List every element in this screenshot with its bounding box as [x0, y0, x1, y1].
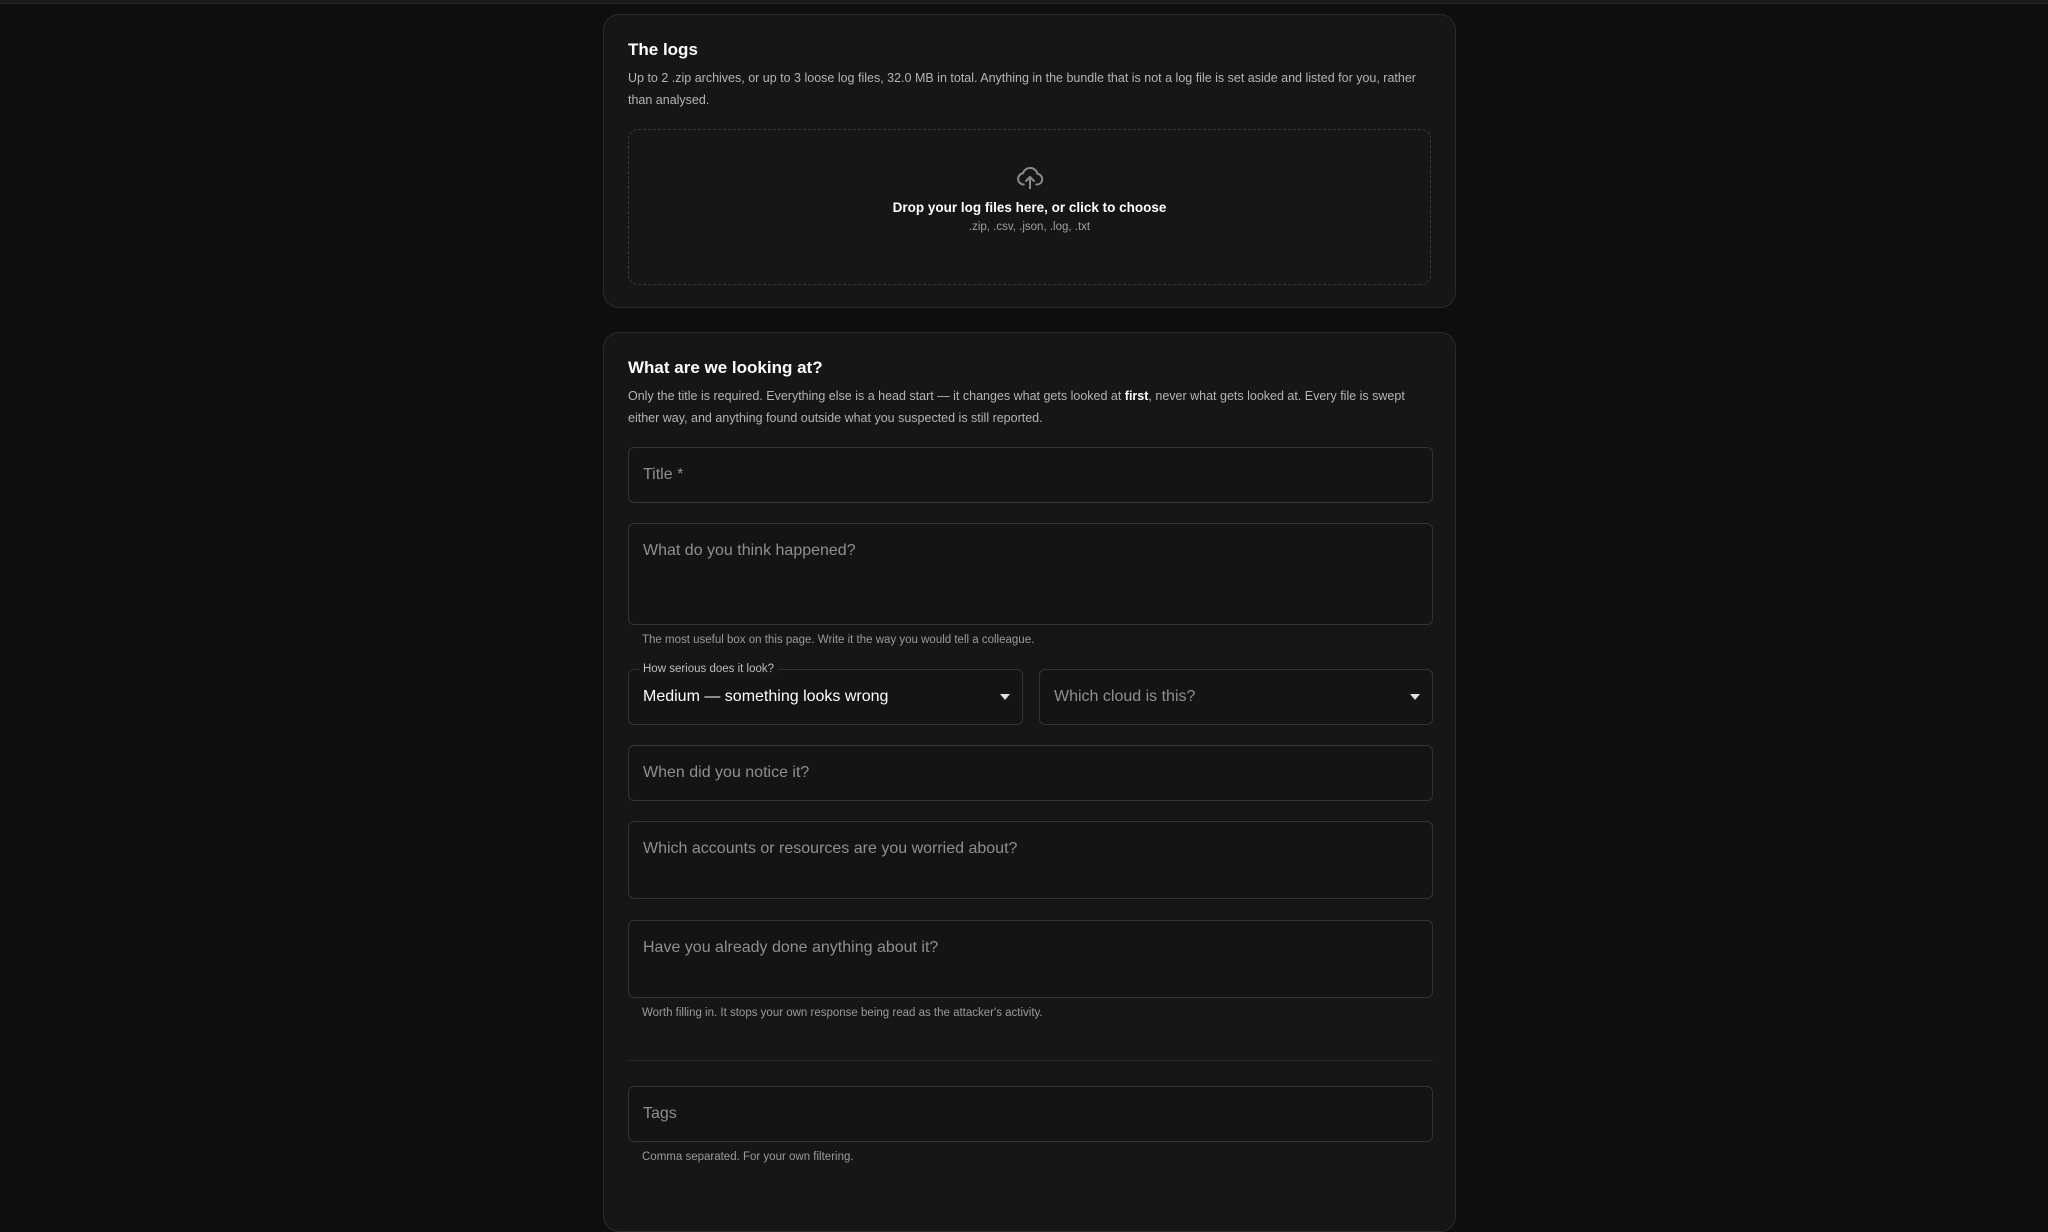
dropzone-title: Drop your log files here, or click to choose [892, 200, 1167, 215]
noticed-when-placeholder: When did you notice it? [643, 764, 810, 781]
logs-description: Up to 2 .zip archives, or up to 3 loose log files, 32.0 MB in total. Anything in the bundle that is not a log file is set aside and listed for you, rather than analysed. [628, 71, 1416, 107]
dropzone-file-types: .zip, .csv, .json, .log, .txt [968, 221, 1091, 233]
logs-heading: The logs [628, 40, 698, 59]
already-done-placeholder: Have you already done anything about it? [643, 939, 939, 956]
severity-label: How serious does it look? [639, 662, 778, 676]
chevron-down-icon [1000, 694, 1010, 700]
already-done-helper: Worth filling in. It stops your own response being read as the attacker's activity. [642, 1007, 1043, 1019]
cloud-placeholder: Which cloud is this? [1054, 688, 1196, 705]
what-happened-helper: The most useful box on this page. Write it the way you would tell a colleague. [642, 634, 1035, 646]
title-input[interactable] [628, 447, 1433, 503]
tags-input[interactable] [628, 1086, 1433, 1142]
logs-card [603, 14, 1456, 308]
already-done-textarea[interactable] [628, 920, 1433, 998]
tags-placeholder: Tags [643, 1105, 677, 1122]
details-description-before: Only the title is required. Everything else is a head start — it changes what gets looked at [628, 389, 1125, 403]
top-bar [0, 0, 2048, 4]
noticed-when-input[interactable] [628, 745, 1433, 801]
details-description-after: , never what gets looked at. Every file is swept either way, and anything found outside what you suspected is still reported. [628, 389, 1405, 425]
what-happened-placeholder: What do you think happened? [643, 542, 856, 559]
accounts-placeholder: Which accounts or resources are you worried about? [643, 840, 1018, 857]
details-description-bold: first [1124, 389, 1149, 403]
main-column [603, 14, 1456, 1232]
tags-helper: Comma separated. For your own filtering. [642, 1151, 854, 1163]
severity-value: Medium — something looks wrong [643, 688, 889, 705]
section-divider [628, 1060, 1433, 1061]
severity-select[interactable] [628, 663, 1023, 725]
title-placeholder: Title * [643, 466, 684, 483]
log-file-dropzone[interactable] [628, 129, 1431, 285]
details-description [628, 385, 1431, 429]
cloud-select[interactable] [1039, 669, 1433, 725]
chevron-down-icon [1410, 694, 1420, 700]
what-happened-textarea[interactable] [628, 523, 1433, 625]
details-card [603, 332, 1456, 1232]
accounts-textarea[interactable] [628, 821, 1433, 899]
cloud-upload-icon [1015, 162, 1045, 192]
details-heading: What are we looking at? [628, 358, 823, 377]
